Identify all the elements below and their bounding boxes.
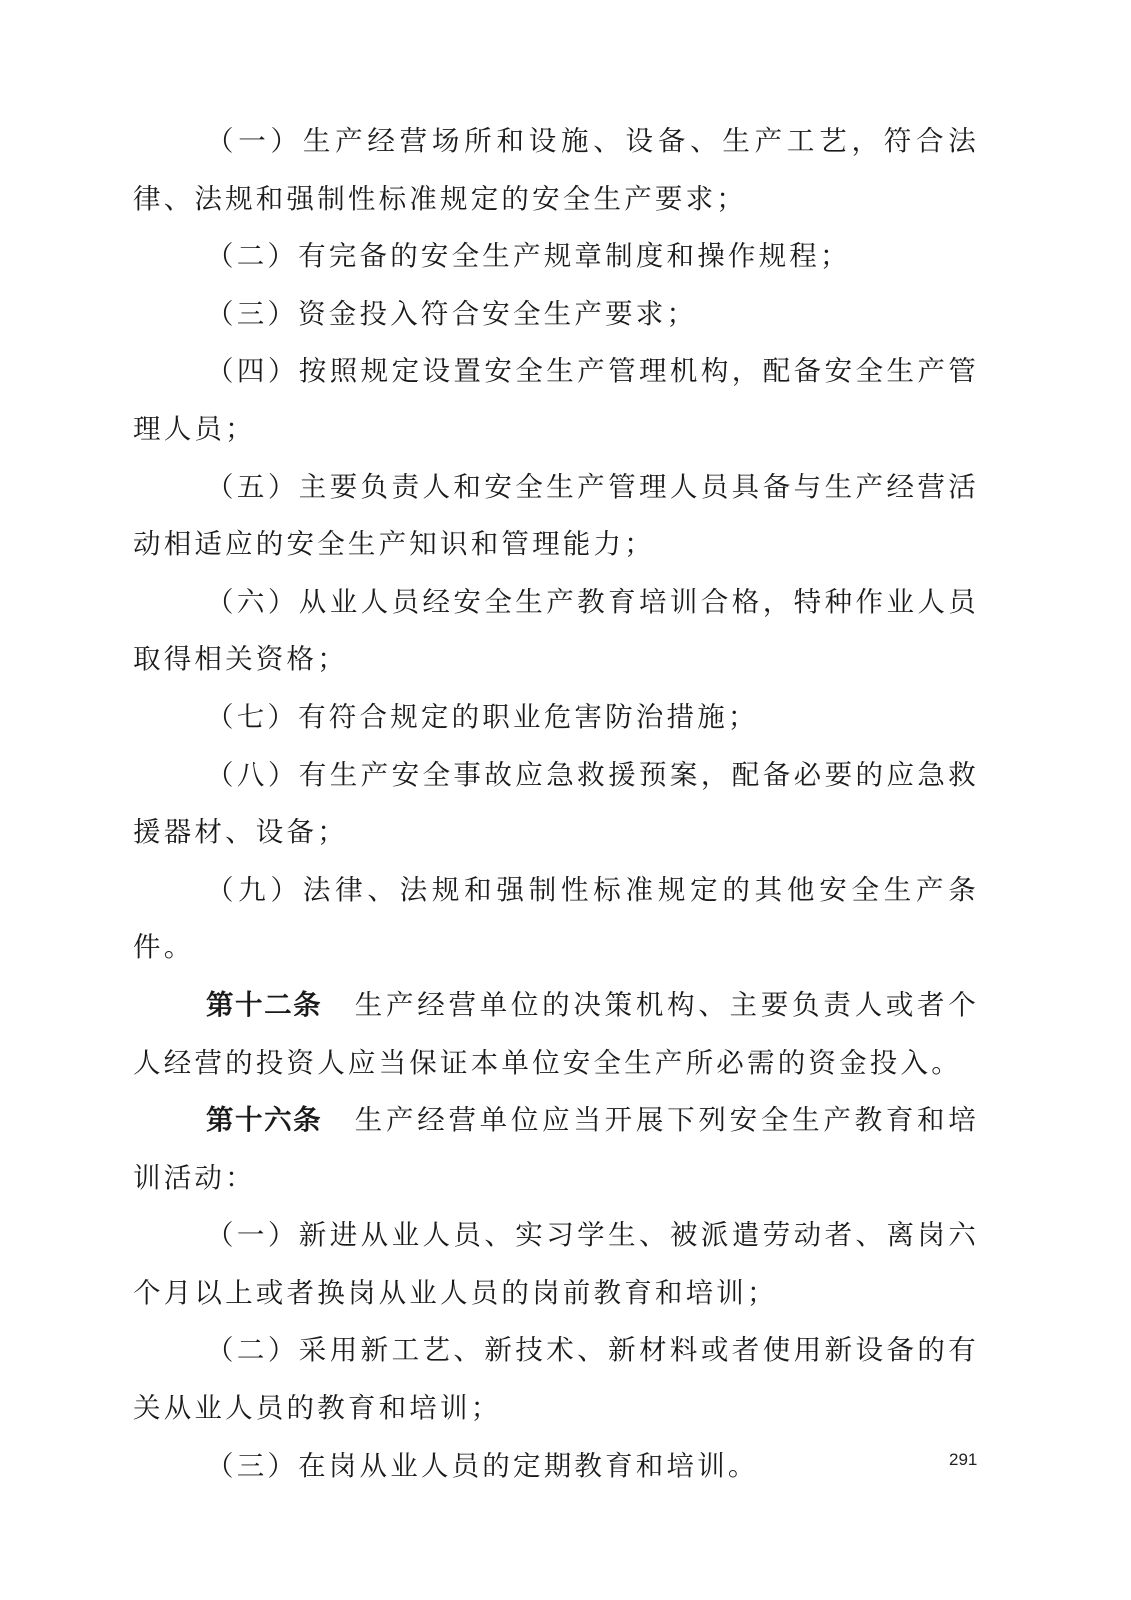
- condition-item: （五）主要负责人和安全生产管理人员具备与生产经营活动相适应的安全生产知识和管理能力；: [133, 470, 979, 561]
- article-16-text: 生产经营单位应当开展下列安全生产教育和培训活动：: [133, 1104, 980, 1194]
- condition-item: （三）资金投入符合安全生产要求；: [206, 297, 698, 330]
- article-12-text: 生产经营单位的决策机构、主要负责人或者个人经营的投资人应当保证本单位安全生产所必需的资金投入。: [133, 988, 980, 1079]
- article-16: [133, 1092, 979, 1207]
- condition-item: （六）从业人员经安全生产教育培训合格，特种作业人员取得相关资格；: [133, 585, 979, 676]
- condition-item: （九）法律、法规和强制性标准规定的其他安全生产条件。: [133, 873, 979, 964]
- page-number: 291: [949, 1450, 978, 1469]
- article-12: [133, 977, 979, 1092]
- condition-item: （八）有生产安全事故应急救援预案，配备必要的应急救援器材、设备；: [133, 758, 979, 849]
- training-item: （二）采用新工艺、新技术、新材料或者使用新设备的有关从业人员的教育和培训；: [133, 1334, 979, 1425]
- training-item: （一）新进从业人员、实习学生、被派遣劳动者、离岗六个月以上或者换岗从业人员的岗前教育和培训；: [133, 1219, 979, 1309]
- document-body: [133, 113, 979, 1495]
- article-12-number: 第十二条: [206, 988, 323, 1021]
- condition-item: （一）生产经营场所和设施、设备、生产工艺，符合法律、法规和强制性标准规定的安全生产要求；: [133, 125, 979, 215]
- condition-item: （四）按照规定设置安全生产管理机构，配备安全生产管理人员；: [133, 355, 979, 445]
- article-16-number: 第十六条: [206, 1104, 323, 1137]
- condition-item: （二）有完备的安全生产规章制度和操作规程；: [206, 240, 851, 273]
- condition-item: （七）有符合规定的职业危害防治措施；: [206, 700, 759, 733]
- training-item: （三）在岗从业人员的定期教育和培训。: [206, 1449, 759, 1482]
